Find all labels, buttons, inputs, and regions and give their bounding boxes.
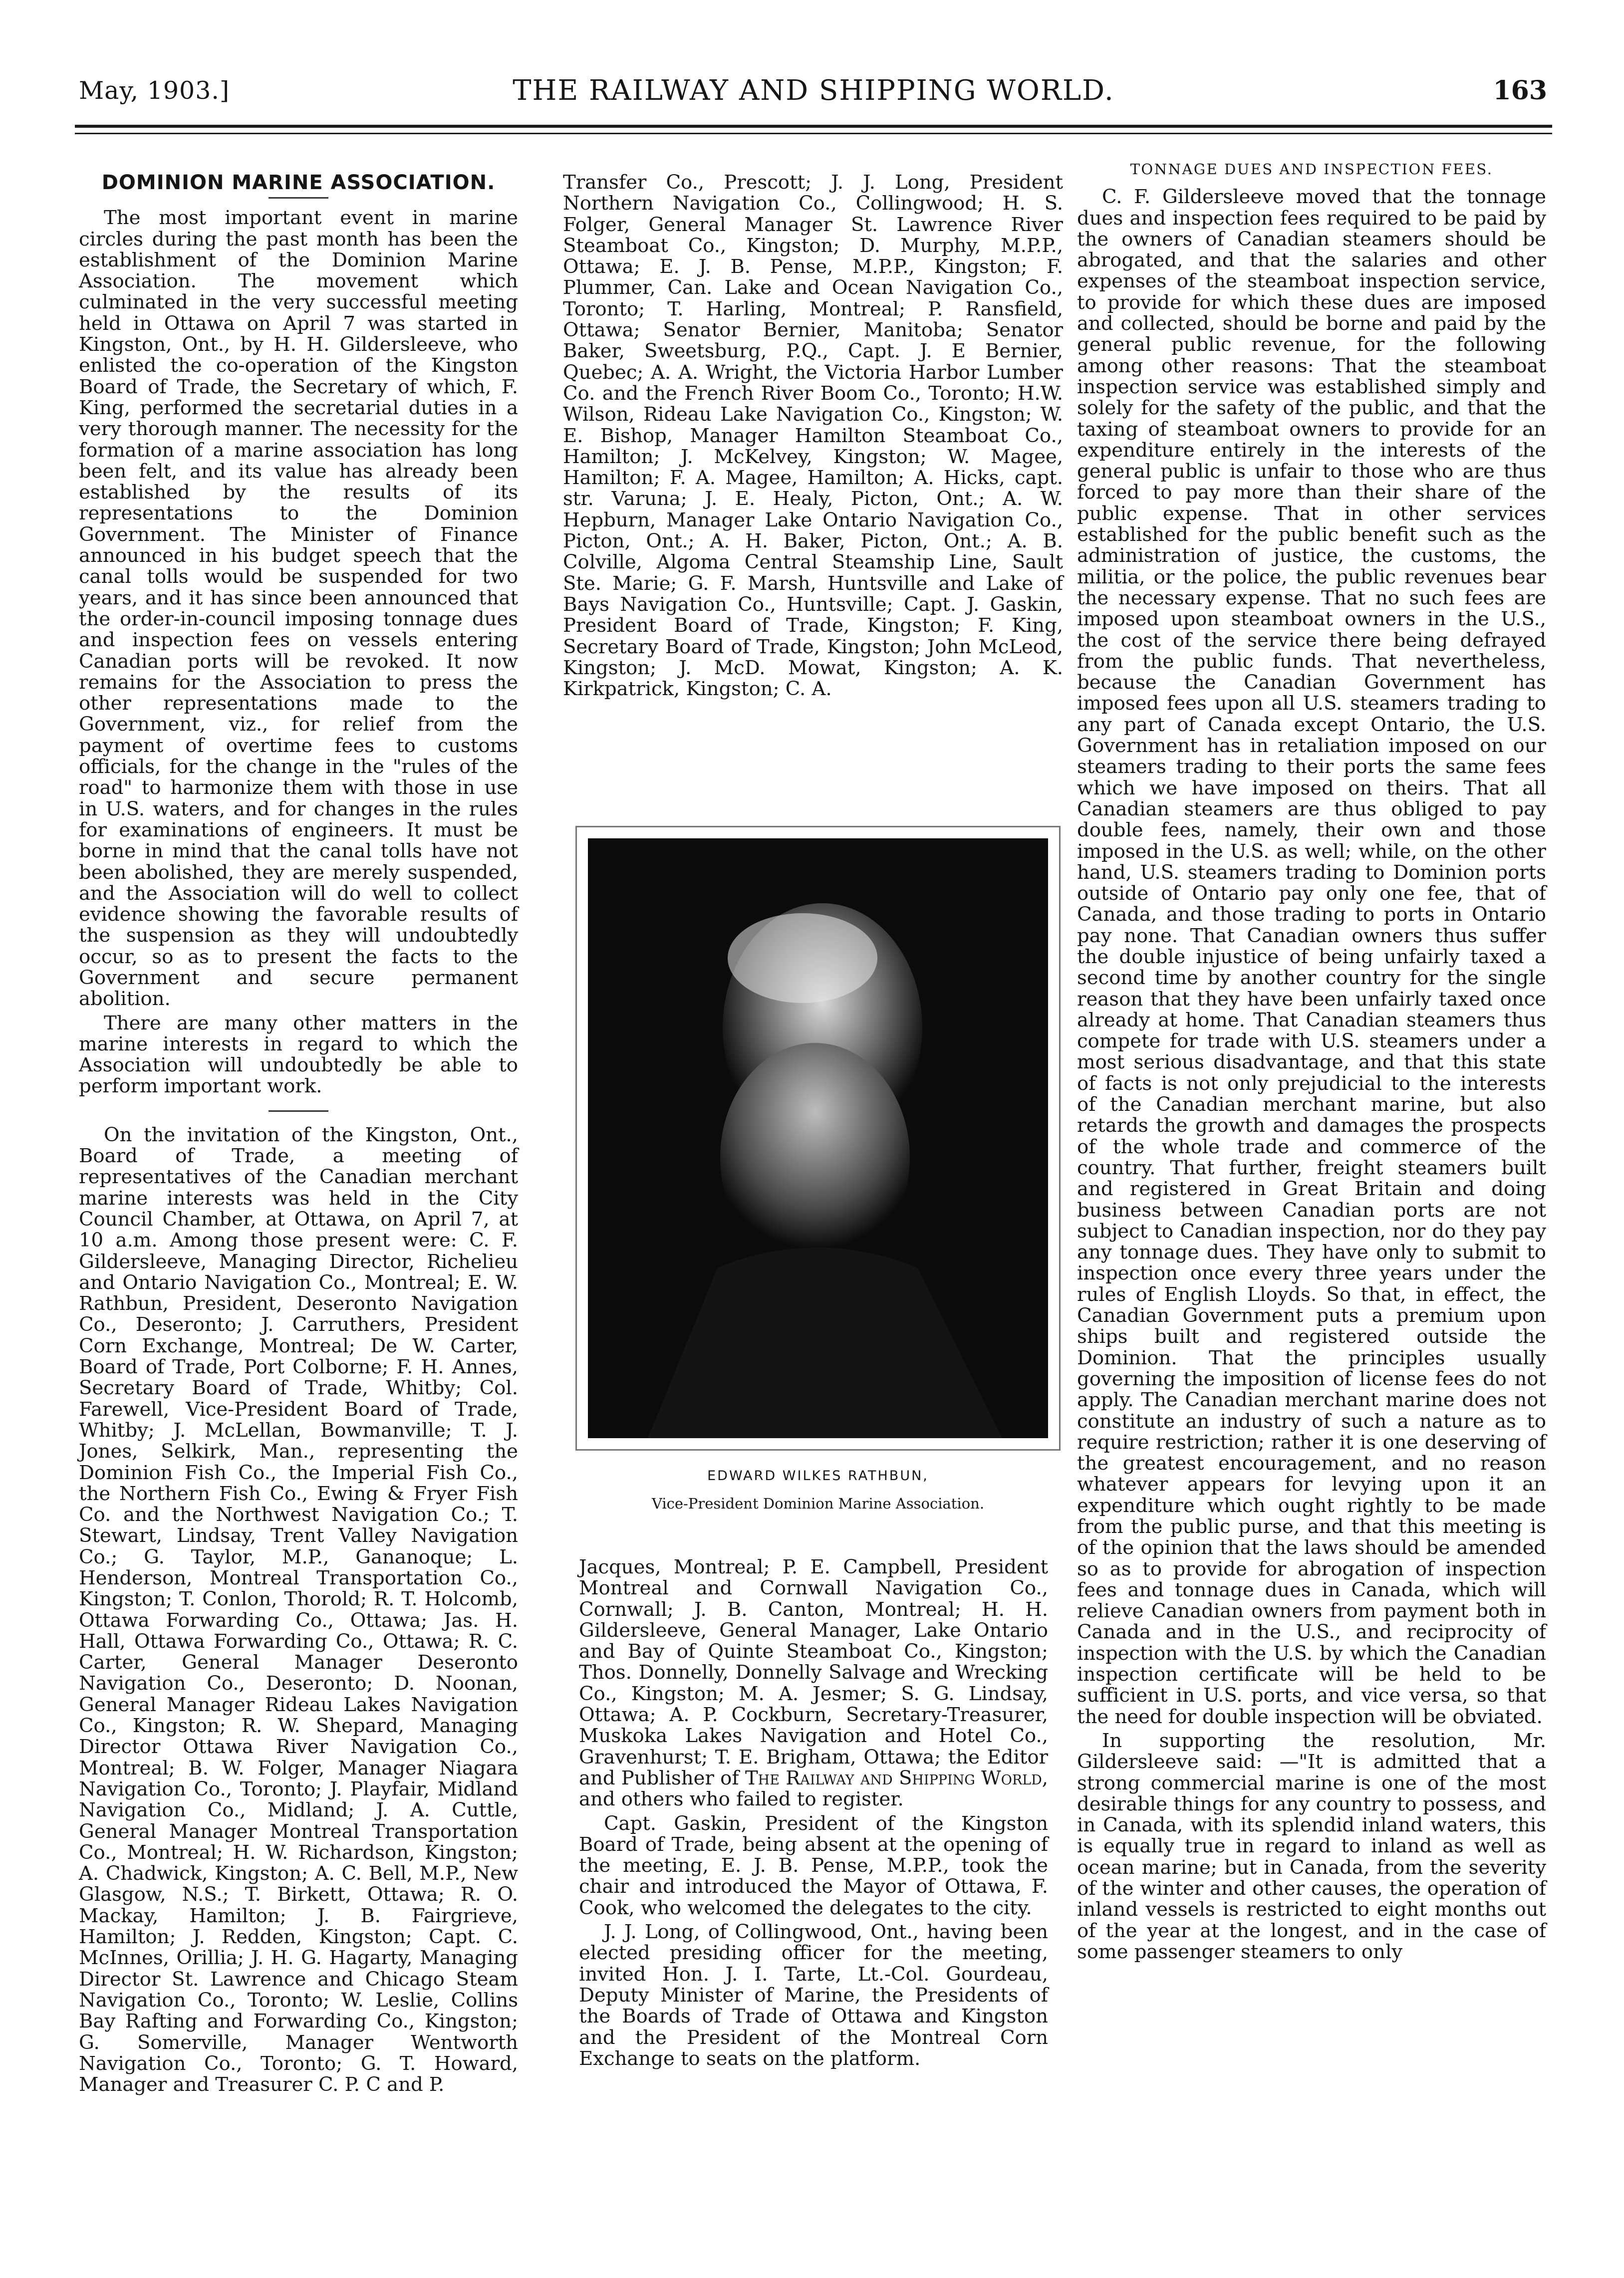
article-paragraph: J. J. Long, of Collingwood, Ont., having been elected presiding officer for the meeting, invited Hon. J. I. Tarte, Lt.-Col. Gourdeau, Deputy Minister of Marine, the Presidents of the Boards of Trade of Ottawa and Kingston and the President of the Montreal Corn Exchange to seats on the platform. [579, 1921, 1048, 2070]
article-paragraph: Capt. Gaskin, President of the Kingston Board of Trade, being absent at the opening of the meeting, E. J. B. Pense, M.P.P., took the chair and introduced the Mayor of Ottawa, F. Cook, who welcomed the delegates to the city. [579, 1812, 1048, 1919]
portrait-photo [575, 826, 1061, 1451]
publication-title: THE RAILWAY AND SHIPPING WORLD. [513, 74, 1114, 107]
heading-divider [269, 197, 328, 199]
article-paragraph: There are many other matters in the marine interests in regard to which the Association will undoubtedly be able to perform important work. [79, 1012, 518, 1098]
portrait-image [588, 838, 1048, 1438]
publication-name: The Railway and Shipping World [745, 1767, 1042, 1789]
article-paragraph: Transfer Co., Prescott; J. J. Long, President Northern Navigation Co., Collingwood; H. S. Folger, General Manager St. Lawrence River Steamboat Co., Kingston; D. Murphy, M.P.P., Ottawa; E. J. B. Pense, M.P.P., Kingston; F. Plummer, Can. Lake and Ocean Navigation Co., Toronto; T. Harling, Montreal; P. Ransfield, Ottawa; Senator Bernier, Manitoba; Senator Baker, Sweetsburg, P.Q., Capt. J. E Bernier, Quebec; A. A. Wright, the Victoria Harbor Lumber Co. and the French River Boom Co., Toronto; H.W. Wilson, Rideau Lake Navigation Co., Kingston; W. E. Bishop, Manager Hamilton Steamboat Co., Hamilton; J. McKelvey, Kingston; W. Magee, Hamilton; F. A. Magee, Hamilton; A. Hicks, capt. str. Varuna; J. E. Healy, Picton, Ont.; A. W. Hepburn, Manager Lake Ontario Navigation Co., Picton, Ont.; A. H. Baker, Picton, Ont.; A. B. Colville, Algoma Central Steamship Line, Sault Ste. Marie; G. F. Marsh, Huntsville and Lake of Bays Navigation Co., Huntsville; Capt. J. Gaskin, President Board of Trade, Kingston; F. King, Secretary Board of Trade, Kingston; John McLeod, Kingston; J. McD. Mowat, Kingston; A. K. Kirkpatrick, Kingston; C. A. [563, 171, 1063, 701]
article-paragraph: On the invitation of the Kingston, Ont., Board of Trade, a meeting of representatives of the Canadian merchant marine interests was held in the City Council Chamber, at Ottawa, on April 7, at 10 a.m. Among those present were: C. F. Gildersleeve, Managing Director, Richelieu and Ontario Navigation Co., Montreal; E. W. Rathbun, President, Deseronto Navigation Co., Deseronto; J. Carruthers, President Corn Exchange, Montreal; De W. Carter, Board of Trade, Port Colborne; F. H. Annes, Secretary Board of Trade, Whitby; Col. Farewell, Vice-President Board of Trade, Whitby; J. McLellan, Bowmanville; T. J. Jones, Selkirk, Man., representing the Dominion Fish Co., the Imperial Fish Co., the Northern Fish Co., Ewing & Fryer Fish Co. and the Northwest Navigation Co.; T. Stewart, Lindsay, Trent Valley Navigation Co.; G. Taylor, M.P., Gananoque; L. Henderson, Montreal Transportation Co., Kingston; T. Conlon, Thorold; R. T. Holcomb, Ottawa Forwarding Co., Ottawa; Jas. H. Hall, Ottawa Forwarding Co., Ottawa; R. C. Carter, General Manager Deseronto Navigation Co., Deseronto; D. Noonan, General Manager Rideau Lakes Navigation Co., Kingston; R. W. Shepard, Managing Director Ottawa River Navigation Co., Montreal; B. W. Folger, Manager Niagara Navigation Co., Toronto; J. Playfair, Midland Navigation Co., Midland; J. A. Cuttle, General Manager Montreal Transportation Co., Montreal; H. W. Richardson, Kingston; A. Chadwick, Kingston; A. C. Bell, M.P., New Glasgow, N.S.; T. Birkett, Ottawa; R. O. Mackay, Hamilton; J. B. Fairgrieve, Hamilton; J. Redden, Kingston; Capt. C. McInnes, Orillia; J. H. G. Hagarty, Managing Director St. Lawrence and Chicago Steam Navigation Co., Toronto; W. Leslie, Collins Bay Rafting and Forwarding Co., Kingston; G. Somerville, Manager Wentworth Navigation Co., Toronto; G. T. Howard, Manager and Treasurer C. P. C and P. [79, 1123, 518, 2096]
photo-caption-name: EDWARD WILKES RATHBUN, [707, 1468, 929, 1484]
header-rule-thin [75, 133, 1552, 134]
right-column [1077, 159, 1546, 1963]
left-column [79, 172, 518, 2095]
article-paragraph: C. F. Gildersleeve moved that the tonnage dues and inspection fees required to be paid by the owners of Canadian steamers should be abrogated, and that the salaries and other expenses of the steamboat inspection service, to provide for which these dues are imposed and collected, should be borne and paid by the general public revenue, for the following among other reasons: That the steamboat inspection service was established simply and solely for the safety of the public, and that the taxing of steamboat owners to provide for an expenditure entirely in the interests of the general public is unfair to those who are thus forced to pay more than their share of the public expense. That in other services established for the public benefit such as the administration of justice, the customs, the militia, or the police, the public revenues bear the necessary expense. That no such fees are imposed upon steamboat owners in the U.S., the cost of the service there being defrayed from the public funds. That nevertheless, because the Canadian Government has imposed fees upon all U.S. steamers trading to any part of Canada except Ontario, the U.S. Government has in retaliation imposed on our steamers trading to their ports the same fees which we have imposed on theirs. That all Canadian steamers are thus obliged to pay double fees, namely, their own and those imposed in the U.S. as well; while, on the other hand, U.S. steamers trading to Dominion ports outside of Ontario pay only one fee, that of Canada, and those trading to ports in Ontario pay none. That Canadian owners thus suffer the double injustice of being unfairly taxed a second time by another country for the single reason that they have been unfairly taxed once already at home. That Canadian steamers thus compete for trade with U.S. steamers under a most serious disadvantage, and that this state of facts is not only prejudicial to the interests of the Canadian merchant marine, but also retards the growth and damages the prospects of the whole trade and commerce of the country. That further, freight steamers built and registered in Great Britain and doing business between Canadian ports are not subject to Canadian inspection, nor do they pay any tonnage dues. They have only to submit to inspection once every three years under the rules of English Lloyds. So that, in effect, the Canadian Government puts a premium upon ships built and registered outside the Dominion. That the principles usually governing the imposition of license fees do not apply. The Canadian merchant marine does not constitute an industry of such a nature as to require restriction; rather it is one deserving of the greatest encouragement, and no reason whatever appears for levying upon it an expenditure which ought rightly to be made from the public purse, and that this meeting is of the opinion that the laws should be amended so as to provide for abrogation of inspection fees and tonnage dues in Canada, which will relieve Canadian owners from payment both in Canada and in the U.S., and reciprocity of inspection with the U.S. by which the Canadian inspection certificate will be held to be sufficient in U.S. ports, and vice versa, so that the need for double inspection will be obviated. [1077, 186, 1546, 1728]
middle-column-top [563, 172, 1063, 700]
article-heading: DOMINION MARINE ASSOCIATION. [101, 171, 496, 194]
header-rule-thick [75, 125, 1552, 128]
running-header [75, 67, 1552, 115]
article-paragraph: In supporting the resolution, Mr. Gildersleeve said: —"It is admitted that a strong commercial marine is one of the most desirable things for any country to possess, and in Canada, with its splendid inland waters, this is equally true in regard to inland as well as ocean marine; but in Canada, from the severity of the winter and other causes, the operation of inland vessels is restricted to eight months out of the year at the longest, and in the case of some passenger steamers to only [1077, 1729, 1546, 1963]
paragraph-text: Jacques, Montreal; P. E. Campbell, President Montreal and Cornwall Navigation Co., Cornwall; J. B. Canton, Montreal; H. H. Gildersleeve, General Manager, Lake Ontario and Bay of Quinte Steamboat Co., Kingston; Thos. Donnelly, Donnelly Salvage and Wrecking Co., Kingston; M. A. Jesmer; S. G. Lindsay, Ottawa; A. P. Cockburn, Secretary-Treasurer, Muskoka Lakes Navigation and Hotel Co., Gravenhurst; T. E. Brigham, Ottawa; the Editor and Publisher of [579, 1556, 1048, 1789]
article-paragraph [579, 1557, 1048, 1810]
portrait-figure [588, 838, 1048, 1438]
article-paragraph: The most important event in marine circles during the past month has been the establishment of the Dominion Marine Association. The movement which culminated in the very successful meeting held in Ottawa on April 7 was started in Kingston, Ont., by H. H. Gildersleeve, who enlisted the co-operation of the Kingston Board of Trade, the Secretary of which, F. King, performed the secretarial duties in a very thorough manner. The necessity for the formation of a marine association has long been felt, and its value has already been established by the results of its representations to the Dominion Government. The Minister of Finance announced in his budget speech that the canal tolls would be suspended for two years, and it has since been announced that the order-in-council imposing tonnage dues and inspection fees on vessels entering Canadian ports will be revoked. It now remains for the Association to press the other representations made to the Government, viz., for relief from the payment of overtime fees to customs officials, for the change in the "rules of the road" to harmonize them with those in use in U.S. waters, and for changes in the rules for examinations of engineers. It must be borne in mind that the canal tolls have not been abolished, they are merely suspended, and the Association will do well to collect evidence showing the favorable results of the suspension as they will undoubtedly occur, so as to present the facts to the Government and secure permanent abolition. [79, 207, 518, 1011]
photo-caption-title: Vice-President Dominion Marine Association. [651, 1495, 985, 1512]
section-divider [269, 1110, 328, 1112]
section-heading: TONNAGE DUES AND INSPECTION FEES. [1130, 161, 1493, 178]
page-number: 163 [1493, 75, 1547, 106]
issue-date: May, 1903.] [79, 76, 230, 105]
paragraph-text: , and others who failed to register. [579, 1767, 1049, 1811]
middle-column-bottom [579, 1557, 1048, 2069]
